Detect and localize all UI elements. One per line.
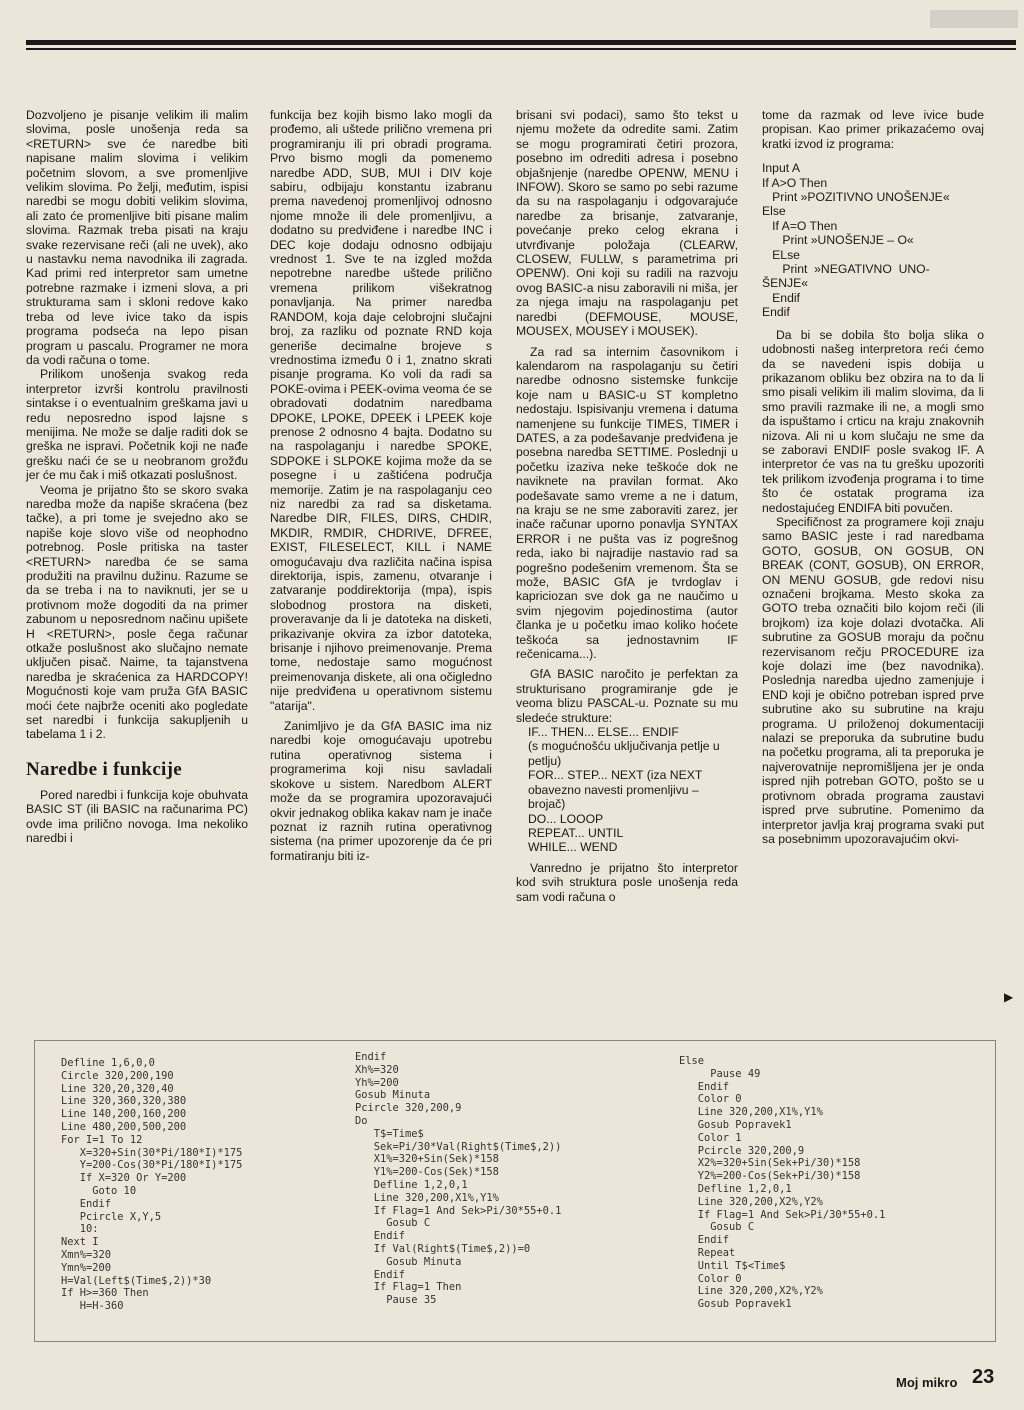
paragraph: Za rad sa internim časovnikom i kalendarom na raspolaganju su četiri naredbe odnosno sistemske funkcije koje nam u BASIC-u ST kompletno nedostaju. Ispisivanju vremena i datuma namenjene su funkcije TIMES, TIMER i DATES, a za podešavanje predviđena je posebna naredba SETTIME. Poslednji u početku izaziva neke teškoće dok ne naviknete na pravilan format. Ako podešavate samo vreme a ne i datum, na kraju se ne sme zaboraviti zarez, jer inače računar uporno ponavlja SYNTAX ERROR i ne pušta vas iz pogrešnog reda, iako bi najradije nastavio rad sa pogrešno podešenim vremenom. Šta se može, BASIC GfA je tvrdoglav i kapriciozan sve dok ga ne naučimo u svim njegovim pojedinostima (autor članka je u početku imao koliko hoćete teškoća sa jednostavnim IF rečenicama...). xyxy=(516,344,738,662)
code-line: ŠENJE« xyxy=(762,276,809,291)
magazine-name: Moj mikro xyxy=(896,1375,958,1390)
listing-line: Until T$<Time$ xyxy=(679,1259,786,1272)
continue-arrow-icon: ▶ xyxy=(1004,990,1014,1004)
code-example xyxy=(762,161,984,319)
listing-line: Pcircle 320,200,9 xyxy=(355,1102,462,1115)
code-line: Endif xyxy=(762,290,800,305)
listing-line: Defline 1,2,0,1 xyxy=(679,1182,792,1195)
listing-line: Line 480,200,500,200 xyxy=(61,1120,187,1133)
section-heading: Naredbe i funkcije xyxy=(26,758,182,780)
listing-line: Line 320,200,X2%,Y2% xyxy=(679,1285,823,1298)
listing-line: Repeat xyxy=(679,1246,736,1259)
listing-line: Gosub Minuta xyxy=(355,1255,462,1268)
listing-line: T$=Time$ xyxy=(355,1127,424,1140)
listing-line: If Flag=1 And Sek>Pi/30*55+0.1 xyxy=(355,1204,562,1217)
listing-line: Gosub C xyxy=(355,1217,431,1230)
article-column-1 xyxy=(26,108,248,846)
program-listing xyxy=(34,1040,996,1342)
code-line: If A>O Then xyxy=(762,175,828,190)
listing-line: If H>=360 Then xyxy=(61,1287,149,1300)
listing-line: Endif xyxy=(355,1230,406,1243)
listing-line: Sek=Pi/30*Val(Right$(Time$,2)) xyxy=(355,1140,562,1153)
paragraph: Zanimljivo je da GfA BASIC ima niz naredbi koje omogućavaju upotrebu rutina operativnog sistema i programerima koji nisu savladali skokove u sistem. Naredbom ALERT može da se programira upozoravajući okvir jednakog oblika kakav nam je inače poznat iz raznih rutina operativnog sistema (na primer upozorenje da će pri formatiranju biti iz- xyxy=(270,719,492,863)
article-column-3 xyxy=(516,108,738,904)
listing-line: Xmn%=320 xyxy=(61,1248,112,1261)
structure-item: DO... LOOOP xyxy=(528,811,604,826)
article-column-2 xyxy=(270,108,492,863)
listing-line: Next I xyxy=(61,1236,99,1249)
listing-line: X1%=320+Sin(Sek)*158 xyxy=(355,1153,499,1166)
listing-line: Line 320,360,320,380 xyxy=(61,1095,187,1108)
paragraph: Vanredno je prijatno što interpretor kod svih struktura posle unošenja reda sam vodi računa o xyxy=(516,860,738,904)
listing-line: X=320+Sin(30*Pi/180*I)*175 xyxy=(61,1146,243,1159)
listing-line: Goto 10 xyxy=(61,1184,137,1197)
listing-column-2 xyxy=(355,1051,561,1307)
listing-column-3 xyxy=(679,1055,885,1311)
listing-line: Color 0 xyxy=(679,1093,742,1106)
article-column-4 xyxy=(762,108,984,846)
listing-line: Else xyxy=(679,1055,705,1067)
listing-line: Pause 49 xyxy=(679,1067,761,1080)
listing-line: Defline 1,6,0,0 xyxy=(61,1057,155,1069)
structure-item: (s mogućnošću uključivanja petlje u petlju) xyxy=(528,739,720,768)
paragraph: Specifičnost za programere koji znaju samo BASIC jeste i rad naredbama GOTO, GOSUB, ON GOSUB, ON BREAK (CONT, GOSUB), ON ERROR, ON MENU GOSUB, gde redovi nisu označeni brojkama. Mesto skoka za GOTO treba označiti bilo kojom reči (ili brojkom) iza koje dolazi dvotačka. Ali subrutine za GOSUB moraju da počnu rezervisanom rečju PROCEDURE iza koje dolazi ime (bez navodnika). Poslednja naredba ujedno zamenjuje i END koji je obično potreban ispred prve subrutine ako su subrutine na kraju programa. U priloženoj dokumentaciji nalazi se preporuka da subrutine budu na početku programa, ali ta preporuka je najverovatnije nepromišljena jer je onda ispred njih potreban GOTO, pošto se u protivnom obrada programa zaustavi ispred prve subrutine. Pomenimo da interpretor javlja kraj programa svaki put sa posebnimm upozoravajućim okvi- xyxy=(762,514,984,846)
listing-line: If X=320 Or Y=200 xyxy=(61,1172,187,1185)
listing-line: If Flag=1 Then xyxy=(355,1281,462,1294)
structure-item: FOR... STEP... NEXT (iza NEXT obavezno navesti promenljivu – brojač) xyxy=(528,768,703,812)
header-rule-thin xyxy=(26,48,1016,50)
code-line: Endif xyxy=(762,305,790,320)
structure-list xyxy=(516,725,738,855)
listing-line: 10: xyxy=(61,1223,99,1236)
structure-item: WHILE... WEND xyxy=(528,840,618,855)
listing-line: Endif xyxy=(355,1268,406,1281)
paragraph: Dozvoljeno je pisanje velikim ili malim slovima, posle unošenja reda sa <RETURN> sve će naredbe biti napisane malim slovima i velikim početnim slovom, a sve promenljive velikim slovima. Po želji, međutim, ispisi naredbi se mogu dobiti velikim slovima, ali zato će promenljive biti pisane malim slovima. Razmak treba pisati na kraju svake rezervisane reči (ali ne uvek), ako u nastavku nema navodnika ili zagrada. Kad primi red interpretor sam umetne potrebne razmake i izmeni slova, a pri strukturama sam i skloni redove kako treba od leve ivice tako da ispis programa podseća na lepo pisan program u pascalu. Programer ne mora da vodi računa o tome. xyxy=(26,108,248,367)
listing-line: Pause 35 xyxy=(355,1294,437,1307)
listing-line: Gosub Popravek1 xyxy=(679,1118,792,1131)
paragraph: GfA BASIC naročito je perfektan za strukturisano programiranje gde je veoma blizu PASCAL-u. Poznate su mu sledeće strukture: xyxy=(516,667,738,725)
listing-line: Y1%=200-Cos(Sek)*158 xyxy=(355,1166,499,1179)
paragraph: tome da razmak od leve ivice bude propisan. Kao primer prikazaćemo ovaj kratki izvod iz programa: xyxy=(762,108,984,151)
listing-line: Endif xyxy=(61,1197,112,1210)
listing-line: Circle 320,200,190 xyxy=(61,1069,174,1082)
listing-line: H=Val(Left$(Time$,2))*30 xyxy=(61,1274,212,1287)
corner-block xyxy=(930,10,1018,28)
listing-line: Pcircle X,Y,5 xyxy=(61,1210,162,1223)
listing-line: For I=1 To 12 xyxy=(61,1133,143,1146)
listing-line: Endif xyxy=(679,1234,730,1247)
code-line: Else xyxy=(762,204,786,219)
listing-line: Defline 1,2,0,1 xyxy=(355,1178,468,1191)
listing-line: Line 320,20,320,40 xyxy=(61,1082,174,1095)
listing-line: Line 320,200,X1%,Y1% xyxy=(355,1191,499,1204)
listing-line: Gosub C xyxy=(679,1221,755,1234)
listing-line: If Flag=1 And Sek>Pi/30*55+0.1 xyxy=(679,1208,886,1221)
paragraph: Da bi se dobila što bolja slika o udobnosti našeg interpretora reći ćemo da se navedeni ispis dobija u prikazanom obliku bez obzira na to da li smo pisali velikim ili malim slovima, da li smo pravili razmake ili ne, a mogli smo da ispuštamo i crticu na kraju znakovnih nizova. Ali ni u kom slučaju ne sme da se zaboravi ENDIF posle svakog IF. A interpretor će vas na tu grešku upozoriti tek prilikom izvođenja programa i to time što će ostatak programa iza nedostajućeg ENDIFA biti povučen. xyxy=(762,327,984,515)
structure-item: IF... THEN... ELSE... ENDIF xyxy=(528,725,679,740)
listing-line: Do xyxy=(355,1114,368,1127)
paragraph: funkcija bez kojih bismo lako mogli da prođemo, ali uštede prilično vremena pri programiranju ili pri obradi programa. Prvo bismo mogli da pomenemo naredbe ADD, SUB, MUI i DIV koje sabiru, odbijaju konstantu izabranu prema navedenoj promenljivoj odnosno njome množe ili dele promenljivu, a dodatno su predviđene i naredbe INC i DEC koje dodaju odnosno odbijaju vrednost 1. Sve te na izgled možda nepotrebne naredbe uštede prilično vremena prilikom višekratnog ponavljanja. Na primer naredba RANDOM, koja daje celobrojni slučajni broj, za razliku od poznate RND koja generiše decimalne brojeve s vrednostima između 0 i 1, znatno skrati pisanje programa. Ko voli da radi sa POKE-ovima i PEEK-ovima veoma će se obradovati dodatnim naredbama DPOKE, LPOKE, DPEEK i LPEEK koje prenose 2 odnosno 4 bajta. Dodatno su na raspolaganju i naredbe SPOKE, SDPOKE i SLPOKE kojima može da se posegne i u zaštićena područja memorije. Zatim je na raspolaganju ceo niz naredbi za rad sa disketama. Naredbe DIR, FILES, DIRS, CHDIR, MKDIR, RMDIR, CHDRIVE, DFREE, EXIST, FILESELECT, KILL i NAME omogućavaju dva različita načina ispisa direktorija, ispis, zamenu, otvaranje i zatvaranje poddirektorija (mpa), ispis slobodnog prostora na disketi, proveravanje da li je datoteka na disketi, prikazivanje okvira za izbor datoteka, brisanje i njihovo preimenovanje. Prema tome, nedostaje samo mogućnost preimenovanja diskete, ali ona očigledno nije predviđena u operativnom sistemu "atarija". xyxy=(270,108,492,713)
listing-line: Endif xyxy=(679,1080,730,1093)
listing-line: Y=200-Cos(30*Pi/180*I)*175 xyxy=(61,1159,243,1172)
code-line: Print »NEGATIVNO UNO- xyxy=(762,262,930,277)
listing-line: If Val(Right$(Time$,2))=0 xyxy=(355,1242,531,1255)
listing-line: Line 140,200,160,200 xyxy=(61,1108,187,1121)
listing-line: Endif xyxy=(355,1051,387,1063)
listing-line: Line 320,200,X1%,Y1% xyxy=(679,1106,823,1119)
listing-line: Gosub Popravek1 xyxy=(679,1298,792,1311)
code-line: Input A xyxy=(762,161,800,176)
page-number: 23 xyxy=(972,1366,995,1388)
paragraph: Prilikom unošenja svakog reda interpretor izvrši kontrolu pravilnosti sintakse i o eventualnim greškama javi u redu neposredno ispod lajsne s menijima. Ne može se dalje raditi dok se greška ne ispravi. Početnik koji ne nađe grešku naći će se u neobranom grožđu jer će mu čak i miš otkazati poslušnost. xyxy=(26,367,248,483)
structure-item: REPEAT... UNTIL xyxy=(528,825,624,840)
listing-line: H=H-360 xyxy=(61,1300,124,1313)
listing-line: Gosub Minuta xyxy=(355,1089,431,1102)
listing-line: Color 0 xyxy=(679,1272,742,1285)
listing-line: Pcircle 320,200,9 xyxy=(679,1144,805,1157)
listing-line: X2%=320+Sin(Sek+Pi/30)*158 xyxy=(679,1157,861,1170)
code-line: Print »UNOŠENJE – O« xyxy=(762,233,914,248)
code-line: If A=O Then xyxy=(762,218,838,233)
header-rule-thick xyxy=(26,40,1016,45)
listing-line: Ymn%=200 xyxy=(61,1261,112,1274)
listing-line: Line 320,200,X2%,Y2% xyxy=(679,1195,823,1208)
paragraph: Pored naredbi i funkcija koje obuhvata BASIC ST (ili BASIC na računarima PC) ovde ima prilično novoga. Ima nekoliko naredbi i xyxy=(26,787,248,846)
listing-line: Color 1 xyxy=(679,1131,742,1144)
listing-line: Y2%=200-Cos(Sek+Pi/30)*158 xyxy=(679,1170,861,1183)
listing-line: Xh%=320 xyxy=(355,1063,399,1076)
listing-column-1 xyxy=(61,1057,242,1313)
listing-line: Yh%=200 xyxy=(355,1076,399,1089)
code-line: Print »POZITIVNO UNOŠENJE« xyxy=(762,190,950,205)
paragraph: brisani svi podaci), samo što tekst u njemu možete da odredite sami. Zatim se mogu programirati četiri prozora, posebno im odrediti adresa i posebno objašnjenje (naredbe OPENW, MENU i INFOW). Skoro se samo po sebi razume da su na raspolaganju i odgovarajuće naredbe za brisanje, zatvaranje, povećanje preko celog ekrana i utvrđivanje položaja (CLEARW, CLOSEW, FULLW, s parametrima pri OPENW). Oni koji su radili na razvoju ovog BASIC-a nisu zaboravili ni miša, jer za njega imaju na raspolaganju pet naredbi (DEFMOUSE, MOUSE, MOUSEX, MOUSEY i MOUSEK). xyxy=(516,108,738,339)
paragraph: Veoma je prijatno što se skoro svaka naredba može da napiše skraćena (bez tačke), a pri tome je svejedno ako se napiše koje slovo više od neophodno potrebnog. Posle pritiska na taster <RETURN> naredba će se sama produžiti na pravilnu dužinu. Razume se da se treba i na to naviknuti, jer se u protivnom može dogoditi da na primer zabunom u neposrednom načinu upišete H <RETURN>, posle čega računar otkaže poslušnost ako slučajno nemate uključen pisač. Naime, ta tajanstvena naredba je skraćenica za HARDCOPY! Mogućnosti koje vam pruža GfA BASIC moći ćete najbrže oceniti ako pogledate set naredbi i funkcija sakupljenih u tabelama 1 i 2. xyxy=(26,482,248,742)
code-line: ELse xyxy=(762,247,800,262)
